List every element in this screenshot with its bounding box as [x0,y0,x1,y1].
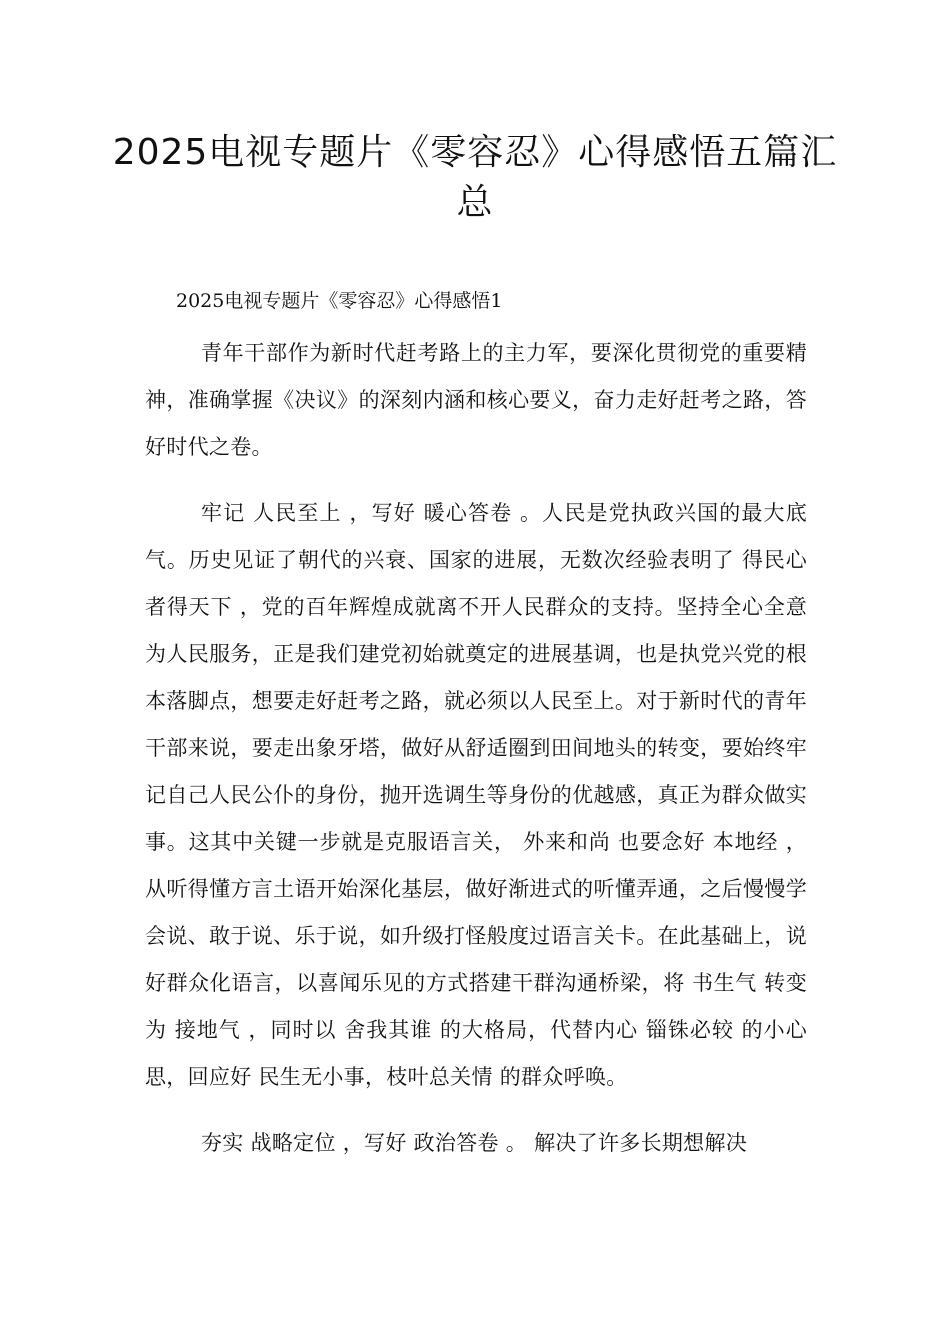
document-body [145,330,807,1186]
paragraph-3: 夯实 战略定位 ，写好 政治答卷 。 解决了许多长期想解决 [201,1131,748,1155]
paragraph-1: 青年干部作为新时代赶考路上的主力军，要深化贯彻党的重要精神，准确掌握《决议》的深刻内涵和核心要义，奋力走好赶考之路，答好时代之卷。 [145,341,807,459]
document-title: 2025电视专题片《零容忍》心得感悟五篇汇总 [112,132,838,223]
paragraph-2: 牢记 人民至上 ，写好 暖心答卷 。人民是党执政兴国的最大底气。历史见证了朝代的兴衰、国家的进展，无数次经验表明了 得民心者得天下 ，党的百年辉煌成就离不开人民群众的支持。坚持全心全意为人民服务，正是我们建党初始就奠定的进展基调，也是执党兴党的根本落脚点，想要走好赶考之路，就必须以人民至上。对于新时代的青年干部来说，要走出象牙塔，做好从舒适圈到田间地头的转变，要始终牢记自己人民公仆的身份，抛开选调生等身份的优越感，真正为群众做实事。这其中关键一步就是克服语言关， 外来和尚 也要念好 本地经 ，从听得懂方言土语开始深化基层，做好渐进式的听懂弄通，之后慢慢学会说、敢于说、乐于说，如升级打怪般度过语言关卡。在此基础上，说好群众化语言，以喜闻乐见的方式搭建干群沟通桥梁，将 书生气 转变为 接地气 ，同时以 舍我其谁 的大格局，代替内心 锱铢必较 的小心思，回应好 民生无小事，枝叶总关情 的群众呼唤。 [145,501,807,1089]
section-heading: 2025电视专题片《零容忍》心得感悟1 [176,290,503,312]
